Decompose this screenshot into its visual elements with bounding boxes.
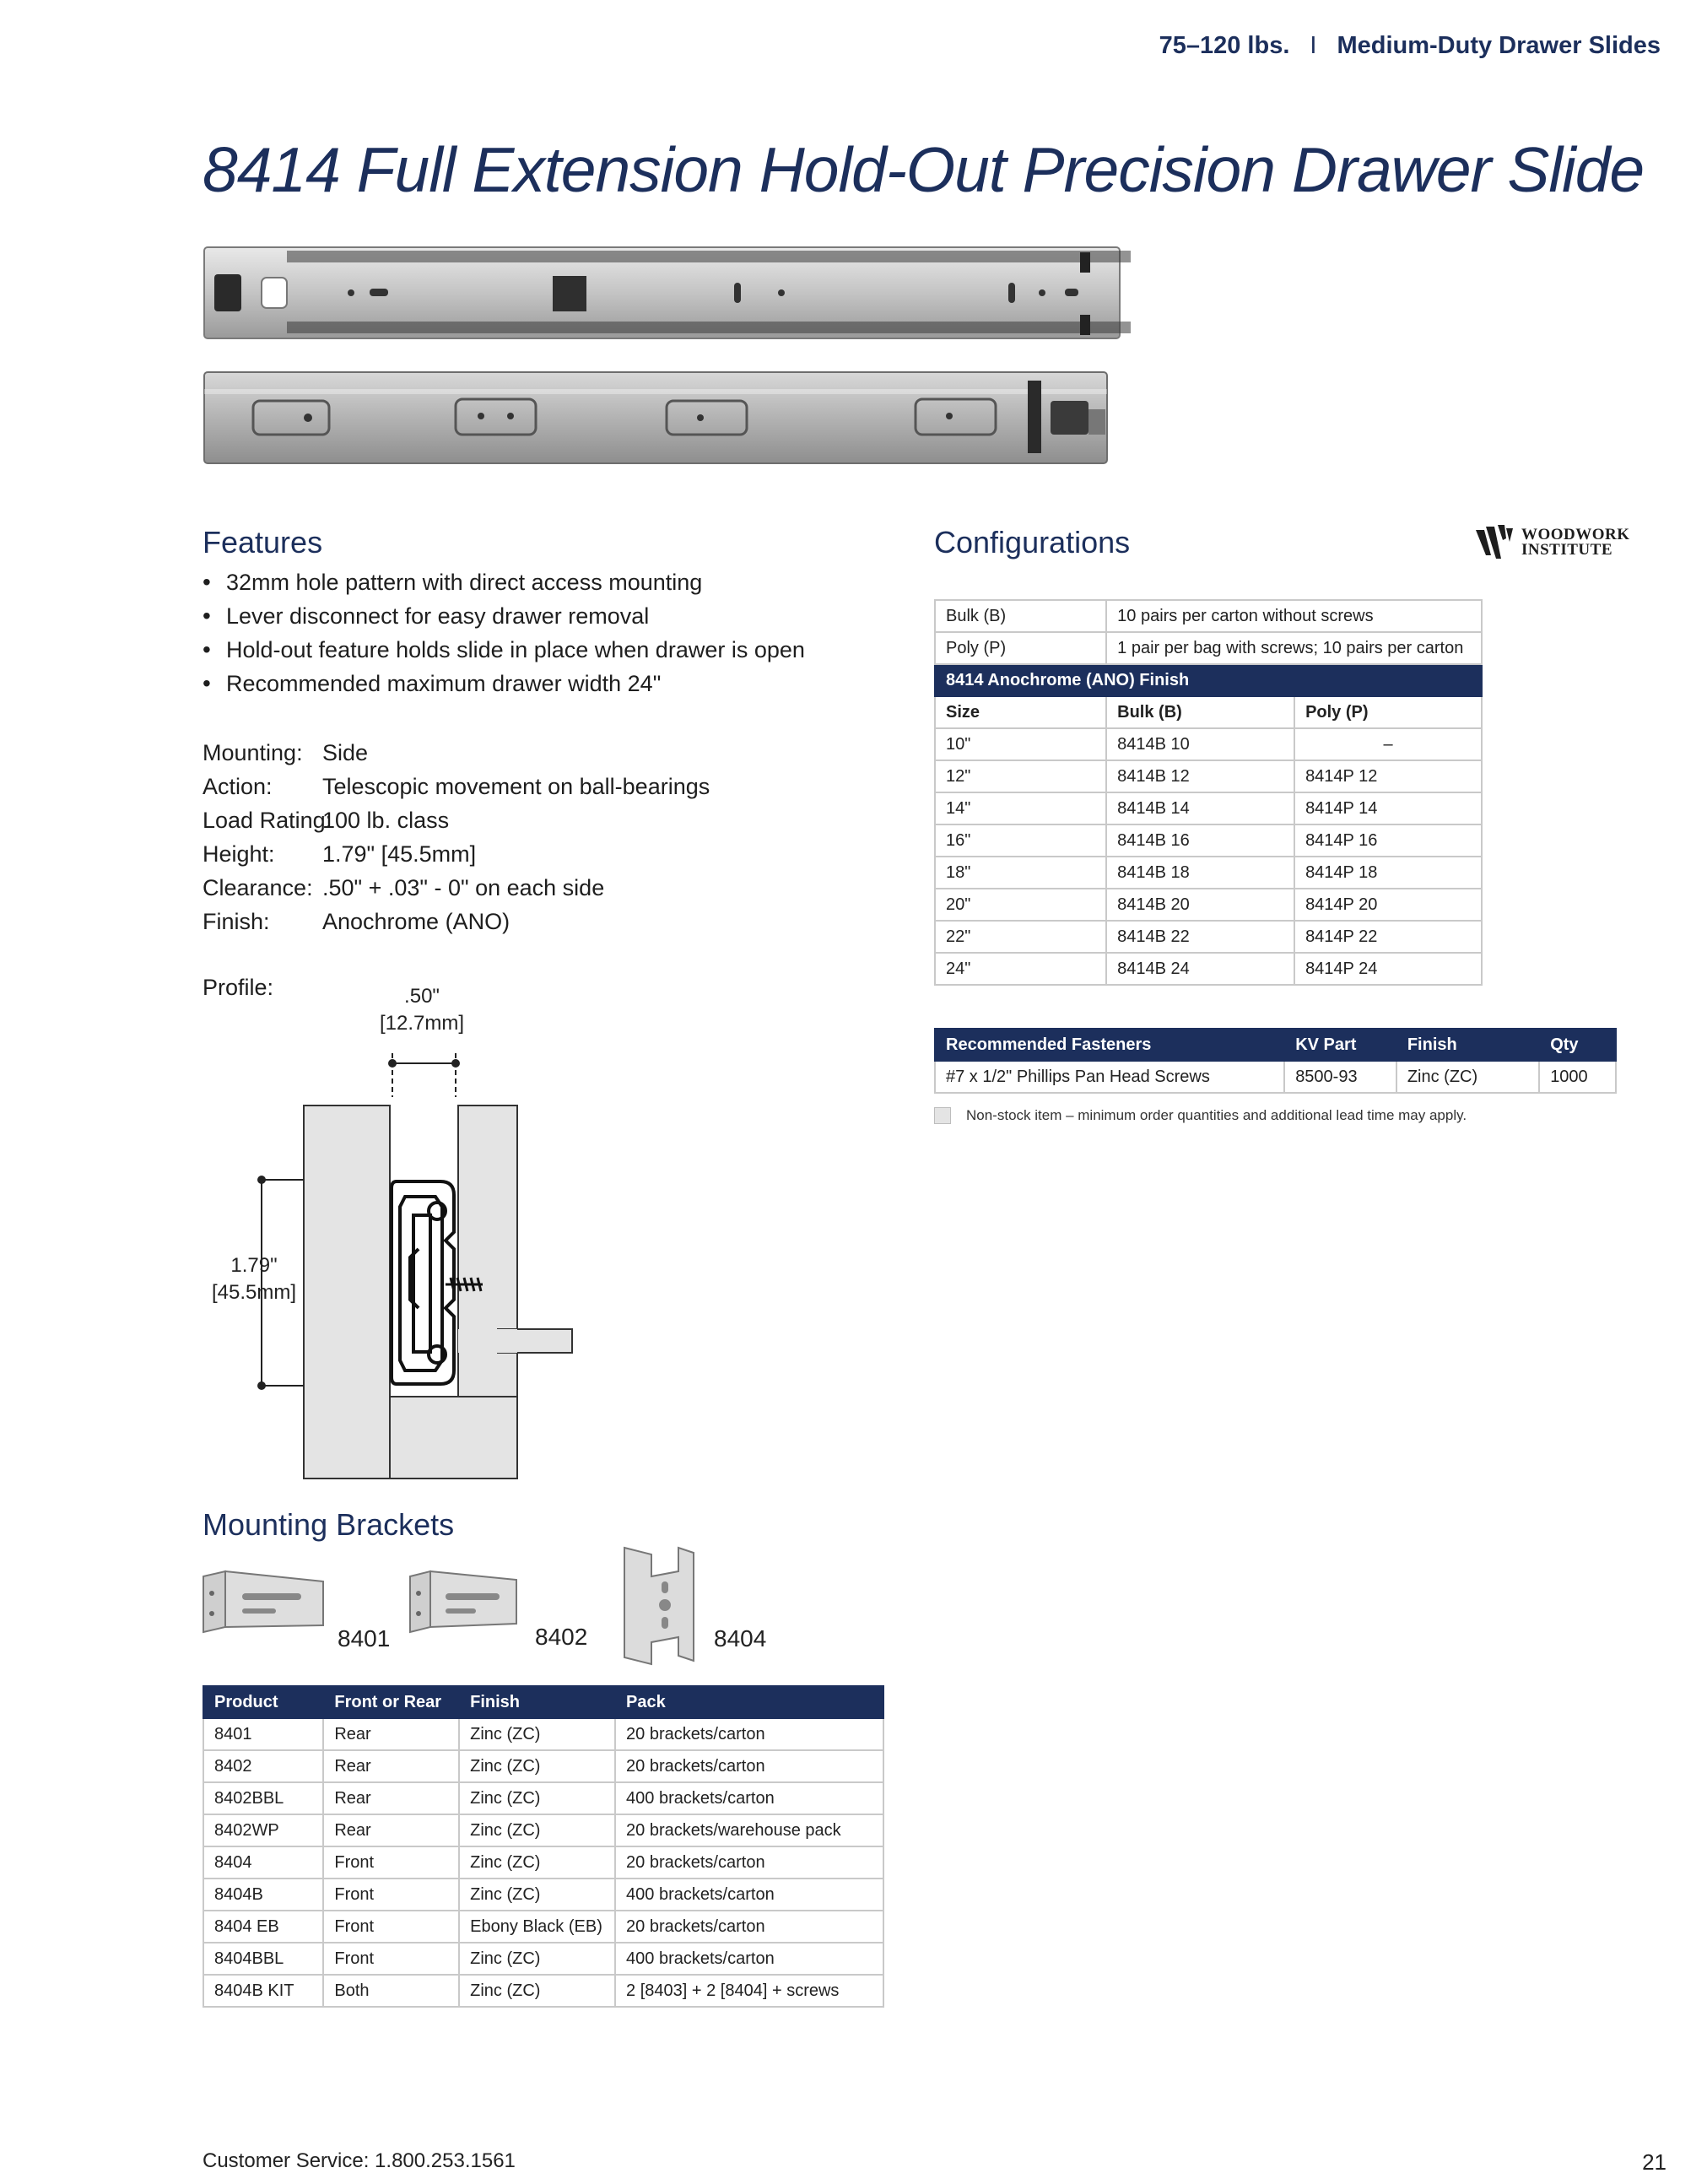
height-inches: 1.79": [230, 1254, 278, 1277]
cell-poly: 8414P 16: [1294, 824, 1482, 857]
cell-product: 8404B KIT: [203, 1975, 323, 2007]
table-row: [203, 1911, 883, 1943]
cell-size: 20": [935, 889, 1106, 921]
spec-row: [203, 770, 710, 803]
column-header: Finish: [459, 1686, 615, 1718]
list-item: • 32mm hole pattern with direct access mounting: [203, 565, 805, 599]
column-header: Bulk (B): [1106, 696, 1294, 728]
packaging-label: Bulk (B): [935, 600, 1106, 632]
cell-product: 8402WP: [203, 1814, 323, 1846]
cell-product: 8402: [203, 1750, 323, 1782]
mounting-brackets-heading: Mounting Brackets: [203, 1507, 455, 1542]
non-stock-note: [934, 1107, 1467, 1124]
cabinet-side: [304, 1106, 390, 1479]
configurations-table: [934, 599, 1483, 986]
cell-pack: 20 brackets/warehouse pack: [615, 1814, 883, 1846]
spec-label: Mounting:: [203, 740, 303, 765]
height-mm: [45.5mm]: [211, 1281, 297, 1304]
cell-bulk: 8414B 20: [1106, 889, 1294, 921]
cell-size: 24": [935, 953, 1106, 985]
spec-label: Height:: [203, 841, 275, 867]
width-inches: .50": [404, 985, 440, 1008]
cell-finish: Zinc (ZC): [459, 1814, 615, 1846]
bracket-8404-image: [618, 1543, 698, 1669]
cell-bulk: 8414B 24: [1106, 953, 1294, 985]
cell-finish: Zinc (ZC): [1396, 1061, 1539, 1093]
features-list: [203, 565, 805, 700]
table-row: [935, 824, 1482, 857]
profile-label: Profile:: [203, 975, 274, 1000]
table-row: [935, 889, 1482, 921]
cell-position: Front: [323, 1943, 459, 1975]
cell-finish: Zinc (ZC): [459, 1718, 615, 1750]
spec-row: [203, 803, 710, 837]
list-item: • Recommended maximum drawer width 24": [203, 667, 805, 700]
profile-width-dimension: [354, 983, 489, 1037]
cell-pack: 20 brackets/carton: [615, 1911, 883, 1943]
customer-service: Customer Service: 1.800.253.1561: [203, 2149, 516, 2172]
cell-poly: –: [1294, 728, 1482, 760]
bracket-label-8404: 8404: [714, 1625, 767, 1652]
table-row: [935, 632, 1482, 664]
cell-position: Rear: [323, 1718, 459, 1750]
drawer-slide-photo: [203, 241, 1131, 477]
spec-row: [203, 871, 710, 905]
table-row: [203, 1879, 883, 1911]
weight-range: 75–120 lbs.: [1159, 32, 1290, 59]
column-header: Product: [203, 1686, 323, 1718]
column-header: Front or Rear: [323, 1686, 459, 1718]
page-header: [1159, 32, 1661, 60]
slide-top-view: [204, 247, 1131, 338]
logo-line-2: INSTITUTE: [1521, 541, 1612, 559]
cell-pack: 400 brackets/carton: [615, 1782, 883, 1814]
cell-size: 16": [935, 824, 1106, 857]
cell-product: 8404B: [203, 1879, 323, 1911]
woodwork-institute-icon: [1474, 522, 1516, 564]
specifications: [203, 736, 710, 938]
cell-poly: 8414P 24: [1294, 953, 1482, 985]
cell-pack: 20 brackets/carton: [615, 1718, 883, 1750]
cell-product: 8404 EB: [203, 1911, 323, 1943]
cell-position: Both: [323, 1975, 459, 2007]
cell-position: Rear: [323, 1782, 459, 1814]
cell-pack: 2 [8403] + 2 [8404] + screws: [615, 1975, 883, 2007]
non-stock-swatch: [934, 1107, 951, 1124]
table-row: [203, 1846, 883, 1879]
cell-position: Rear: [323, 1750, 459, 1782]
column-header: KV Part: [1284, 1029, 1396, 1061]
packaging-desc: 10 pairs per carton without screws: [1106, 600, 1482, 632]
column-header: Finish: [1396, 1029, 1539, 1061]
cell-size: 10": [935, 728, 1106, 760]
cell-product: 8401: [203, 1718, 323, 1750]
cell-size: 12": [935, 760, 1106, 792]
cell-pack: 400 brackets/carton: [615, 1879, 883, 1911]
page-title: 8414 Full Extension Hold-Out Precision Drawer Slide: [203, 134, 1645, 205]
width-mm: [12.7mm]: [379, 1012, 465, 1035]
list-item: • Hold-out feature holds slide in place when drawer is open: [203, 633, 805, 667]
cell-bulk: 8414B 14: [1106, 792, 1294, 824]
column-header-row: [203, 1686, 883, 1718]
cell-pack: 20 brackets/carton: [615, 1846, 883, 1879]
non-stock-text: Non-stock item – minimum order quantities and additional lead time may apply.: [966, 1107, 1467, 1123]
spec-value: Telescopic movement on ball-bearings: [322, 774, 710, 799]
spec-row: [203, 837, 710, 871]
spec-value: Side: [322, 740, 369, 765]
cell-position: Front: [323, 1911, 459, 1943]
table-row: [935, 953, 1482, 985]
cell-bulk: 8414B 22: [1106, 921, 1294, 953]
column-header: Pack: [615, 1686, 883, 1718]
column-header-row: [935, 1029, 1616, 1061]
cell-kv-part: 8500-93: [1284, 1061, 1396, 1093]
finish-header-row: [935, 664, 1482, 696]
features-heading: Features: [203, 525, 323, 560]
cell-finish: Zinc (ZC): [459, 1750, 615, 1782]
page-number: 21: [1642, 2149, 1666, 2175]
cell-finish: Zinc (ZC): [459, 1782, 615, 1814]
spec-label: Load Rating:: [203, 808, 332, 833]
column-header-row: [935, 696, 1482, 728]
slide-profile: [392, 1181, 454, 1384]
brackets-table: [203, 1685, 884, 2008]
table-row: [935, 1061, 1616, 1093]
table-row: [203, 1782, 883, 1814]
table-row: [935, 857, 1482, 889]
table-row: [935, 921, 1482, 953]
table-row: [203, 1975, 883, 2007]
cell-poly: 8414P 18: [1294, 857, 1482, 889]
cell-bulk: 8414B 12: [1106, 760, 1294, 792]
column-header: Qty: [1539, 1029, 1616, 1061]
cell-poly: 8414P 22: [1294, 921, 1482, 953]
cell-qty: 1000: [1539, 1061, 1616, 1093]
cell-finish: Zinc (ZC): [459, 1879, 615, 1911]
profile-diagram: [245, 1046, 582, 1485]
table-row: [203, 1943, 883, 1975]
table-row: [935, 600, 1482, 632]
bracket-label-8402: 8402: [535, 1624, 588, 1650]
bracket-8402-image: [407, 1568, 521, 1635]
spec-label: Finish:: [203, 909, 270, 934]
woodwork-institute-logo: [1474, 522, 1630, 564]
cell-pack: 20 brackets/carton: [615, 1750, 883, 1782]
cell-size: 14": [935, 792, 1106, 824]
cell-size: 18": [935, 857, 1106, 889]
column-header: Recommended Fasteners: [935, 1029, 1284, 1061]
cell-finish: Ebony Black (EB): [459, 1911, 615, 1943]
header-separator: I: [1310, 32, 1317, 59]
cell-bulk: 8414B 18: [1106, 857, 1294, 889]
cell-product: 8404BBL: [203, 1943, 323, 1975]
cell-finish: Zinc (ZC): [459, 1975, 615, 2007]
spec-row: [203, 736, 710, 770]
bracket-8401-image: [200, 1568, 327, 1635]
finish-header: 8414 Anochrome (ANO) Finish: [935, 664, 1482, 696]
spec-value: 100 lb. class: [322, 808, 450, 833]
spec-label: Clearance:: [203, 875, 313, 900]
cell-finish: Zinc (ZC): [459, 1943, 615, 1975]
table-row: [203, 1750, 883, 1782]
packaging-label: Poly (P): [935, 632, 1106, 664]
slide-side-view: [204, 372, 1107, 463]
table-row: [935, 792, 1482, 824]
cell-finish: Zinc (ZC): [459, 1846, 615, 1879]
cell-bulk: 8414B 16: [1106, 824, 1294, 857]
spec-label: Action:: [203, 774, 273, 799]
column-header: Poly (P): [1294, 696, 1482, 728]
spec-value: .50" + .03" - 0" on each side: [322, 875, 605, 900]
spec-value: 1.79" [45.5mm]: [322, 841, 477, 867]
cell-bulk: 8414B 10: [1106, 728, 1294, 760]
fasteners-table: [934, 1028, 1617, 1094]
table-row: [935, 728, 1482, 760]
drawer-bottom: [390, 1397, 517, 1479]
cell-poly: 8414P 20: [1294, 889, 1482, 921]
configurations-heading: Configurations: [934, 525, 1131, 560]
spec-row: [203, 905, 710, 938]
cell-size: 22": [935, 921, 1106, 953]
cell-product: 8402BBL: [203, 1782, 323, 1814]
table-row: [935, 760, 1482, 792]
packaging-desc: 1 pair per bag with screws; 10 pairs per carton: [1106, 632, 1482, 664]
table-row: [203, 1718, 883, 1750]
table-row: [203, 1814, 883, 1846]
cell-position: Front: [323, 1879, 459, 1911]
logo-line-1: WOODWORK: [1521, 526, 1630, 543]
cell-pack: 400 brackets/carton: [615, 1943, 883, 1975]
cell-position: Rear: [323, 1814, 459, 1846]
spec-value: Anochrome (ANO): [322, 909, 510, 934]
cell-fastener: #7 x 1/2" Phillips Pan Head Screws: [935, 1061, 1284, 1093]
cell-poly: 8414P 14: [1294, 792, 1482, 824]
category: Medium-Duty Drawer Slides: [1337, 32, 1661, 59]
cell-poly: 8414P 12: [1294, 760, 1482, 792]
column-header: Size: [935, 696, 1106, 728]
cell-product: 8404: [203, 1846, 323, 1879]
bracket-label-8401: 8401: [338, 1625, 391, 1652]
cell-position: Front: [323, 1846, 459, 1879]
list-item: • Lever disconnect for easy drawer removal: [203, 599, 805, 633]
